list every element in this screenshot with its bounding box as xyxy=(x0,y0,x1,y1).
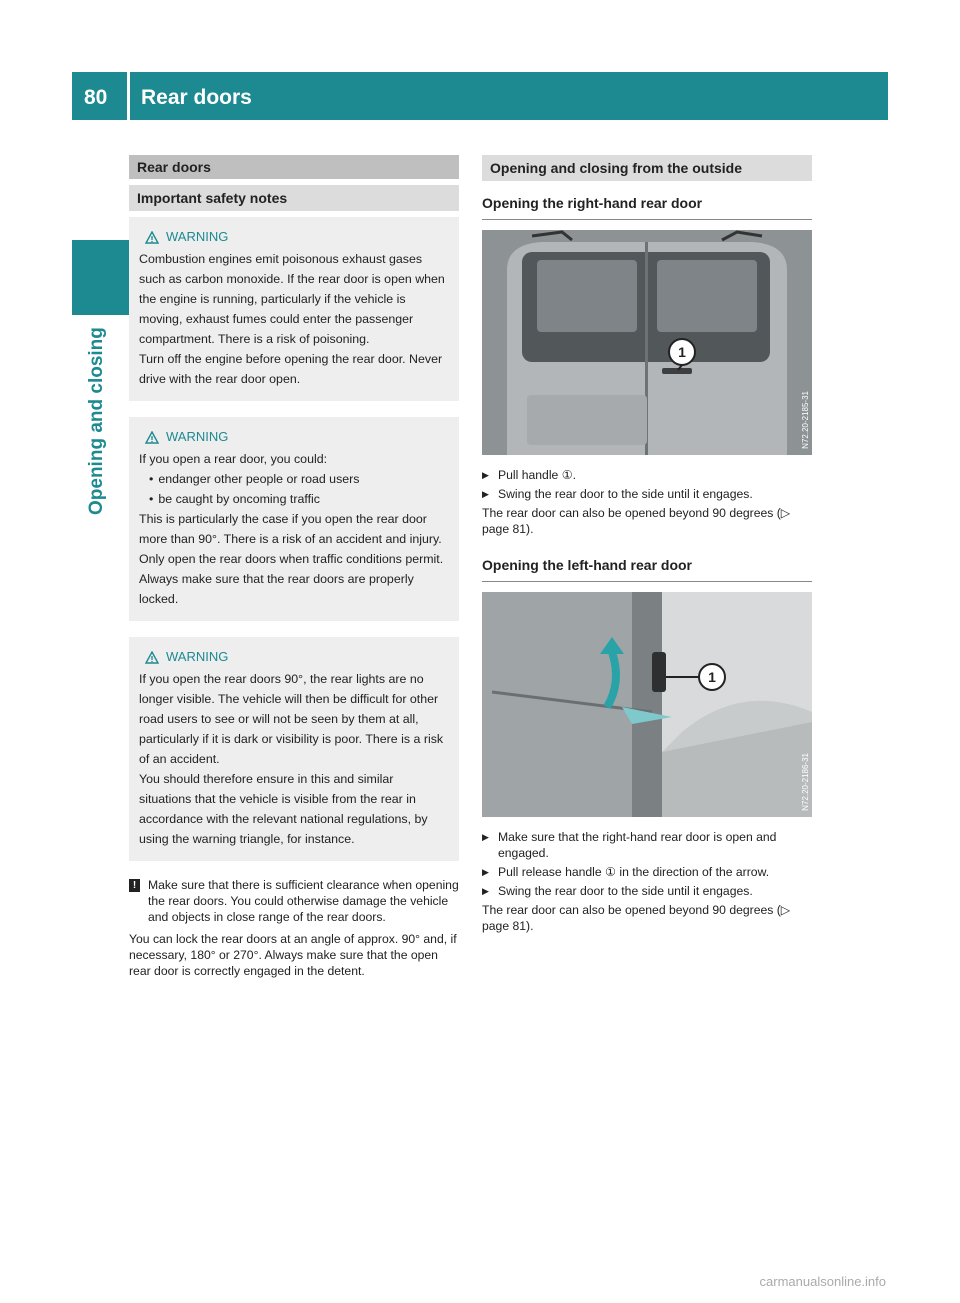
steps-list xyxy=(482,467,812,502)
body-text: The rear door can also be opened beyond 90 degrees (▷ page 81). xyxy=(482,506,791,536)
left-column xyxy=(129,155,459,979)
body-text: You can lock the rear doors at an angle of approx. 90° and, if necessary, 180° or 270°. Always make sure that the open rear door is correctly engaged in the detent. xyxy=(129,932,457,978)
warning-bullets xyxy=(139,469,449,509)
notice xyxy=(129,877,459,925)
warning-title: WARNING xyxy=(166,429,229,444)
body-text: The rear door can also be opened beyond 90 degrees (▷ page 81). xyxy=(482,903,791,933)
warning-box-traffic xyxy=(129,417,459,621)
warning-text: You should therefore ensure in this and similar situations that the vehicle is visible from the rear in accordance with the relevant national regulations, by using the warning triangle, for instance. xyxy=(139,772,428,846)
warning-text: This is particularly the case if you open the rear door more than 90°. There is a risk of an accident and injury. xyxy=(139,512,442,546)
footer-brand: carmanualsonline.info xyxy=(759,1274,886,1289)
van-door-release-illustration xyxy=(482,592,812,817)
warning-triangle-icon xyxy=(145,231,159,244)
warning-header xyxy=(145,647,449,667)
subsection-heading: Important safety notes xyxy=(129,185,459,211)
notice-icon: ! xyxy=(129,879,140,892)
warning-title: WARNING xyxy=(166,649,229,664)
subheading-right-door: Opening the right-hand rear door xyxy=(482,195,812,220)
steps-list xyxy=(482,829,812,899)
page-title: Rear doors xyxy=(141,86,252,109)
warning-header xyxy=(145,427,449,447)
step-item: ▶ Make sure that the right-hand rear door is open and engaged. xyxy=(482,829,812,861)
step-item: ▶ Pull handle ①. xyxy=(482,467,812,483)
warning-text: Combustion engines emit poisonous exhaust gases such as carbon monoxide. If the rear door is open when the engine is running, particularly if the vehicle is moving, exhaust fumes could enter the passenger compartment. There is a risk of poisoning. xyxy=(139,252,445,346)
warning-intro: If you open a rear door, you could: xyxy=(139,452,328,466)
right-column xyxy=(482,155,812,934)
warning-text: Turn off the engine before opening the rear door. Never drive with the rear door open. xyxy=(139,352,443,386)
subheading-left-door: Opening the left-hand rear door xyxy=(482,557,812,582)
warning-box-exhaust xyxy=(129,217,459,401)
chapter-tab-marker xyxy=(72,240,129,315)
step-item: ▶ Swing the rear door to the side until it engages. xyxy=(482,486,812,502)
bullet-item: • be caught by oncoming traffic xyxy=(149,489,449,509)
warning-triangle-icon xyxy=(145,651,159,664)
figure-left-rear-door xyxy=(482,592,812,817)
chapter-label: Opening and closing xyxy=(86,327,107,515)
step-item: ▶ Swing the rear door to the side until it engages. xyxy=(482,883,812,899)
page-number: 80 xyxy=(84,86,108,109)
header-divider xyxy=(127,72,130,120)
step-item: ▶ Pull release handle ① in the direction of the arrow. xyxy=(482,864,812,880)
figure-code: N72.20-2185-31 xyxy=(801,391,810,449)
warning-text: Only open the rear doors when traffic conditions permit. Always make sure that the rear doors are properly locked. xyxy=(139,552,444,606)
warning-header xyxy=(145,227,449,247)
warning-box-rear-lights xyxy=(129,637,459,861)
figure-right-rear-door xyxy=(482,230,812,455)
figure-callout-number: 1 xyxy=(708,669,716,685)
figure-callout-number: 1 xyxy=(678,344,686,360)
bullet-item: • endanger other people or road users xyxy=(149,469,449,489)
notice-text: Make sure that there is sufficient clearance when opening the rear doors. You could otherwise damage the vehicle and objects in close range of the rear doors. xyxy=(148,878,459,924)
figure-code: N72.20-2186-31 xyxy=(801,753,810,811)
van-rear-doors-illustration xyxy=(482,230,812,455)
section-heading: Opening and closing from the outside xyxy=(482,155,812,181)
section-heading: Rear doors xyxy=(129,155,459,179)
warning-title: WARNING xyxy=(166,229,229,244)
warning-triangle-icon xyxy=(145,431,159,444)
warning-text: If you open the rear doors 90°, the rear lights are no longer visible. The vehicle will then be difficult for other road users to see or will not be seen by them at all, particularly if it is dark or visibility is poor. There is a risk of an accident. xyxy=(139,672,444,766)
